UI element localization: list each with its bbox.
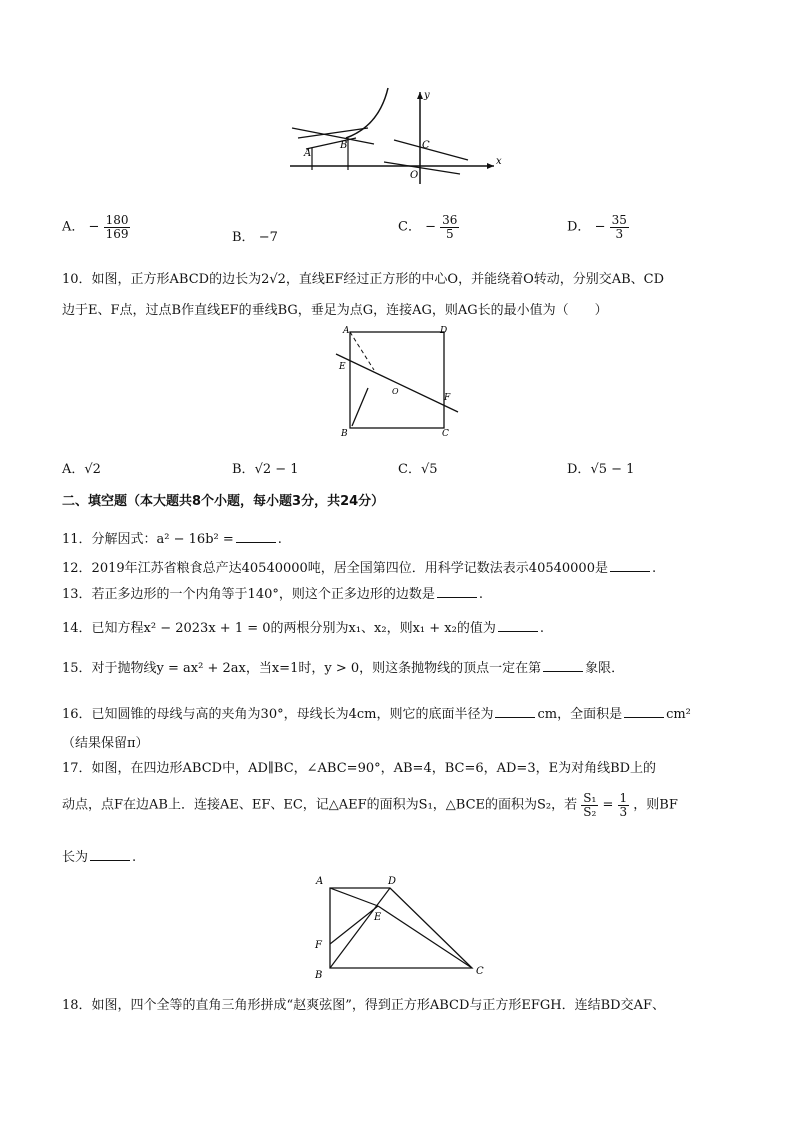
- q10-label-e: E: [339, 362, 346, 372]
- q13: [62, 583, 483, 602]
- option-text: √2: [84, 462, 101, 477]
- q15-answer-blank[interactable]: [543, 670, 583, 672]
- option-letter: B．: [232, 462, 255, 477]
- option-sign: −: [594, 219, 606, 235]
- q10-line2: 边于E、F点，过点B作直线EF的垂线BG，垂足为点G，连接AG，则AG长的最小值为（ ）: [62, 303, 608, 318]
- option-fraction: [104, 214, 131, 240]
- option-letter: B．: [232, 230, 255, 245]
- q17-period: .: [132, 850, 137, 865]
- q10-option-b[interactable]: [232, 458, 299, 477]
- q10-label-o: O: [392, 387, 399, 396]
- q17-line3: [62, 846, 136, 865]
- ratio-value-numerator: 1: [619, 791, 628, 805]
- q10-label-b: B: [341, 429, 348, 439]
- ratio-denominator: S₂: [583, 804, 597, 819]
- q10-option-d[interactable]: [567, 458, 634, 477]
- q12-answer-blank[interactable]: [610, 570, 650, 572]
- q9-label-x: x: [496, 156, 502, 167]
- q16-text-b: cm，全面积是: [537, 707, 623, 722]
- q9-label-c: C: [422, 140, 430, 151]
- q10-label-a: A: [343, 326, 350, 336]
- q14-answer-blank[interactable]: [498, 630, 538, 632]
- q16: [62, 703, 691, 722]
- q17-line2: [62, 792, 678, 818]
- q9-figure: [284, 86, 510, 186]
- ratio-value-denominator: 3: [619, 804, 628, 819]
- option-letter: A．: [62, 219, 85, 235]
- q17-answer-blank[interactable]: [90, 859, 130, 861]
- q17-line3-text: 长为: [62, 850, 89, 865]
- q10-option-c[interactable]: [398, 458, 438, 477]
- q9-option-d[interactable]: [567, 214, 629, 240]
- q10-figure: [334, 322, 464, 442]
- fraction-numerator: 35: [611, 213, 627, 227]
- q14-text: 14．已知方程x² − 2023x + 1 = 0的两根分别为x₁、x₂，则x₁ + x₂的值为: [62, 621, 496, 636]
- q10-label-c: C: [442, 429, 449, 439]
- q12: [62, 557, 656, 576]
- q11-answer-blank[interactable]: [236, 541, 276, 543]
- q10-line1: 10．如图，正方形ABCD的边长为2√2，直线EF经过正方形的中心O，并能绕着O转动，分别交AB、CD: [62, 272, 665, 287]
- option-letter: A．: [62, 462, 85, 477]
- section-heading: 二、填空题（本大题共8个小题，每小题3分，共24分）: [62, 494, 385, 509]
- option-sign: −: [88, 219, 100, 235]
- fraction-denominator: 3: [615, 226, 624, 241]
- option-letter: C．: [398, 462, 421, 477]
- q9-option-c[interactable]: [398, 214, 459, 240]
- q9-option-b[interactable]: [232, 226, 278, 245]
- q17-label-e: E: [374, 912, 382, 923]
- q10-label-f: F: [444, 393, 451, 403]
- q17-figure: [312, 872, 492, 980]
- q17-line2-a: 动点，点F在边AB上．连接AE、EF、EC，记△AEF的面积为S₁，△BCE的面积为S₂，若: [62, 797, 578, 813]
- q9-label-b: B: [340, 140, 348, 151]
- q11: [62, 528, 282, 547]
- q12-period: .: [651, 561, 657, 576]
- q17-label-d: D: [388, 876, 397, 887]
- fraction-numerator: 180: [105, 213, 129, 227]
- option-letter: D．: [567, 462, 591, 477]
- q17-ratio-value: [618, 792, 630, 818]
- q9-label-o: O: [410, 170, 419, 181]
- option-sign: −: [425, 219, 436, 235]
- q17-label-b: B: [315, 970, 323, 980]
- option-text: √5 − 1: [590, 462, 635, 477]
- q9-option-a[interactable]: [62, 214, 130, 240]
- fraction-denominator: 169: [105, 226, 129, 241]
- option-letter: C．: [398, 219, 421, 235]
- option-fraction: [440, 214, 459, 240]
- q17-label-a: A: [316, 876, 324, 887]
- q17-ratio-eq: =: [602, 797, 614, 813]
- option-fraction: [610, 214, 629, 240]
- fraction-denominator: 5: [445, 226, 454, 241]
- q17-line2-b: ，则BF: [633, 797, 678, 813]
- q9-label-y: y: [424, 90, 430, 101]
- q16-answer-blank-1[interactable]: [495, 716, 535, 718]
- q17-label-c: C: [476, 966, 484, 977]
- q17-line1: 17．如图，在四边形ABCD中，AD∥BC，∠ABC=90°，AB=4，BC=6，AD=3，E为对角线BD上的: [62, 761, 657, 776]
- fraction-numerator: 36: [442, 213, 458, 227]
- option-letter: D．: [567, 219, 591, 235]
- option-text: √5: [420, 462, 438, 477]
- option-text: √2 − 1: [254, 462, 299, 477]
- ratio-numerator: S₁: [583, 791, 597, 805]
- q16-text-c: cm²: [666, 707, 691, 722]
- q13-answer-blank[interactable]: [437, 596, 477, 598]
- q16-answer-blank-2[interactable]: [624, 716, 664, 718]
- q17-ratio: [581, 792, 598, 818]
- q13-period: .: [478, 587, 483, 602]
- q16-note: （结果保留π）: [62, 736, 149, 751]
- q10-label-d: D: [440, 326, 448, 336]
- option-text: −7: [258, 230, 278, 245]
- q18-text: 18．如图，四个全等的直角三角形拼成“赵爽弦图”，得到正方形ABCD与正方形EFGH．连结BD交AF、: [62, 998, 666, 1013]
- q15-text-b: 象限．: [585, 661, 625, 676]
- q13-text: 13．若正多边形的一个内角等于140°，则这个正多边形的边数是: [62, 587, 435, 602]
- q14-period: .: [539, 621, 544, 636]
- q9-label-a: A: [304, 148, 312, 159]
- q15: [62, 657, 624, 676]
- q16-text-a: 16．已知圆锥的母线与高的夹角为30°，母线长为4cm，则它的底面半径为: [62, 707, 494, 722]
- q10-option-a[interactable]: [62, 458, 101, 477]
- q11-text: 11．分解因式：a² − 16b² =: [62, 532, 234, 547]
- q17-label-f: F: [315, 940, 322, 951]
- q11-period: .: [277, 532, 282, 547]
- q15-text-a: 15．对于抛物线y = ax² + 2ax，当x=1时，y > 0，则这条抛物线的顶点一定在第: [62, 661, 542, 676]
- q14: [62, 617, 544, 636]
- q12-text: 12．2019年江苏省粮食总产达40540000吨，居全国第四位．用科学记数法表示40540000是: [62, 561, 608, 576]
